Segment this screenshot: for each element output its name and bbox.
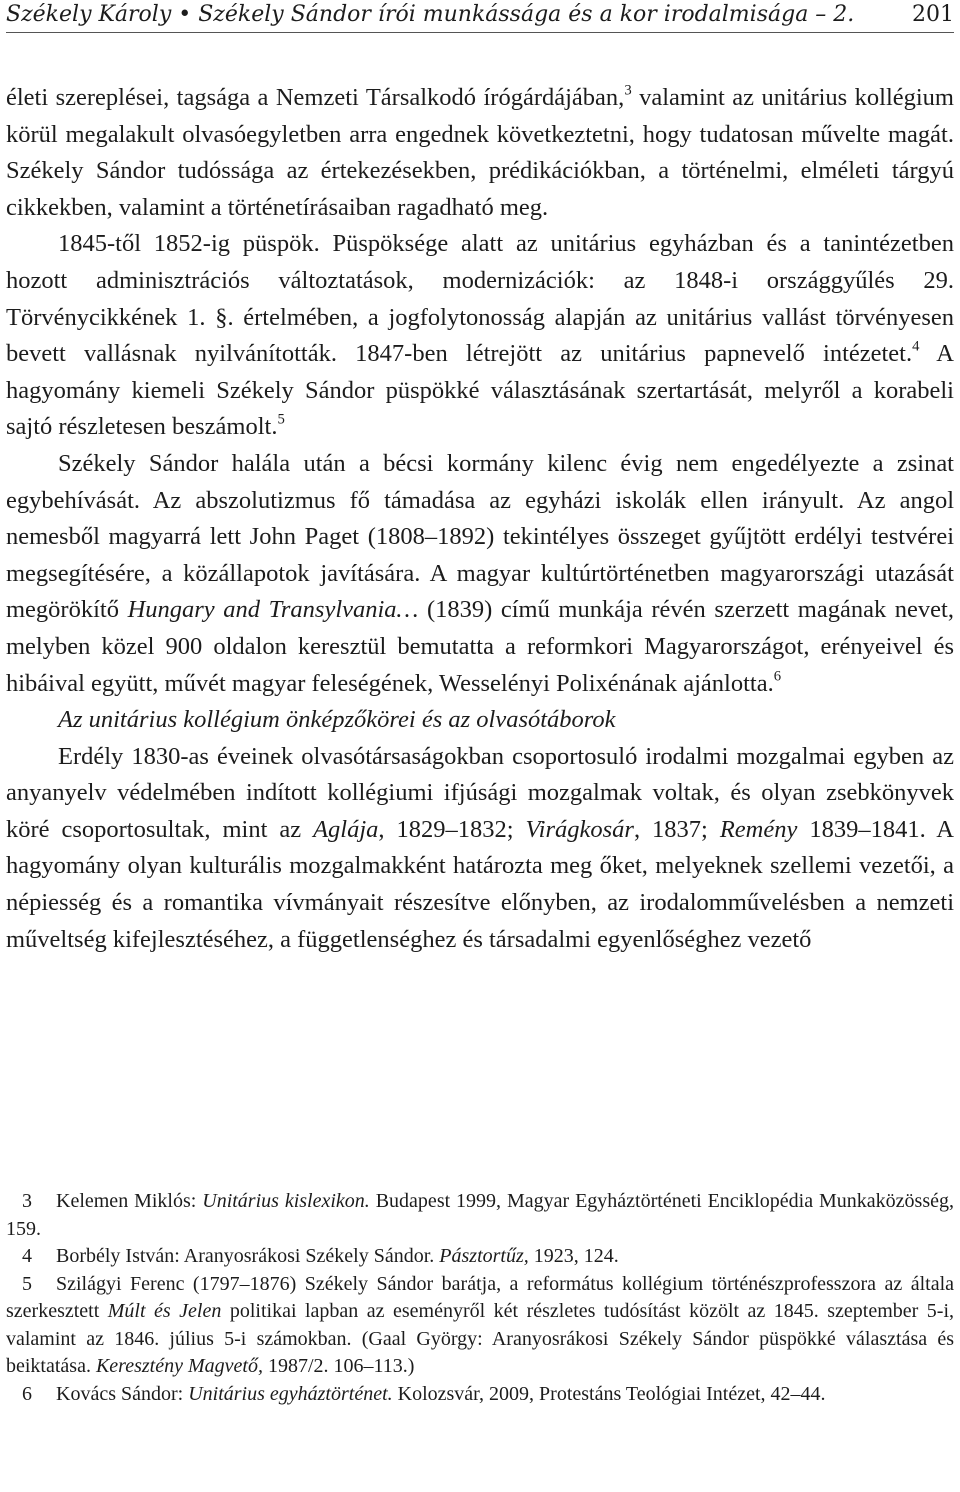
footnote-3: [6, 1188, 954, 1243]
paragraph-1-text-a: életi szereplései, tagsága a Nemzeti Társalkodó írógárdájában,: [6, 84, 625, 111]
body-text: [6, 80, 954, 958]
footnote-4-text-b: 1923, 124.: [528, 1245, 619, 1267]
footnote-4-text-a: Borbély István: Aranyosrákosi Székely Sándor.: [56, 1245, 440, 1267]
footnote-ref-3[interactable]: 3: [624, 82, 632, 99]
almanac-title-viragkosar: Virágkosár: [525, 815, 634, 843]
footnote-5-text-b: politikai lapban az eseményről két részletes tudósítást közölt az 1845. szeptember 5-i, valamint az 1846. július 5-i számokban. (Gaal György: Aranyosrákosi Székely Sándor püspökké választása és beiktatása.: [6, 1300, 955, 1377]
footnotes: [6, 1188, 954, 1408]
paragraph-2-text-a: 1845-től 1852-ig püspök. Püspöksége alatt az unitárius egyházban és a tanintézetben hozott adminisztrációs változtatások, modernizációk: az 1848-i országgyűlés 29. Törvénycikkének 1. §. értelmében, a jogfolytonosság alapján az unitárius vallást törvényesen bevett vallásnak nyilvánították. 1847-ben létrejött az unitárius papnevelő intézetet.: [6, 230, 954, 368]
paragraph-4: [6, 739, 954, 959]
paragraph-3-text-b: (1839) című munkája révén szerzett magának nevet, melyben közel 900 oldalon keresztül bemutatta a reformkori Magyarországot, erényeivel és hibáival együtt, művét magyar feleségének, Wesselényi Polixénának ajánlotta.: [6, 596, 954, 697]
footnote-number: 3: [22, 1190, 32, 1212]
paragraph-1: [6, 80, 954, 226]
footnote-ref-5[interactable]: 5: [277, 412, 285, 429]
footnote-6-title: Unitárius egyháztörténet.: [188, 1382, 393, 1405]
paragraph-3: [6, 446, 954, 702]
footnote-number: 4: [22, 1245, 32, 1267]
running-head: [6, 2, 954, 33]
footnote-3-text-a: Kelemen Miklós:: [56, 1190, 203, 1212]
footnote-6-text-b: Kolozsvár, 2009, Protestáns Teológiai Intézet, 42–44.: [392, 1382, 826, 1405]
paragraph-4-text-a: Erdély 1830-as éveinek olvasótársaságokban csoportosuló irodalmi mozgalmai egyben az anyanyelv védelmében indított kollégiumi ifjúsági mozgalmak voltak, és olyan zsebkönyvek köré csoportosultak, mint az: [6, 742, 954, 843]
running-head-title: Székely Károly • Székely Sándor írói munkássága és a kor irodalmisága – 2.: [6, 2, 855, 27]
book-title: Hungary and Transylvania…: [127, 596, 419, 624]
footnote-5: [6, 1271, 954, 1381]
paragraph-4-text-b: , 1829–1832;: [378, 815, 526, 843]
almanac-title-remeny: Remény: [719, 815, 798, 843]
footnote-ref-6[interactable]: 6: [773, 668, 782, 685]
footnote-3-title: Unitárius kislexikon.: [202, 1190, 370, 1212]
paragraph-4-text-d: 1839–1841. A hagyomány olyan kulturális mozgalmakként határozta meg őket, melyeknek szellemi vezetői, a népiesség és a romantika vívmányait részesítve előnyben, az irodalomművelésben a nemzeti műveltség kifejlesztéséhez, a függetlenséghez és társadalmi egyenlőséghez vezető: [6, 815, 954, 953]
almanac-title-aglaja: Aglája: [313, 815, 379, 843]
footnote-5-text-c: 1987/2. 106–113.): [262, 1355, 415, 1377]
paragraph-4-text-c: , 1837;: [633, 815, 720, 843]
footnote-4: [6, 1243, 954, 1271]
footnote-6: [6, 1381, 954, 1409]
section-heading: Az unitárius kollégium önképzőkörei és az olvasótáborok: [58, 706, 616, 734]
footnote-5-title-2: Keresztény Magvető,: [95, 1355, 263, 1377]
paragraph-1-text-b: valamint az unitárius kollégium körül megalakult olvasóegyletben arra engednek következtetni, hogy tudatosan művelte magát. Székely Sándor tudóssága az értekezésekben, prédikációkban, a történelmi, elméleti tárgyú cikkekben, valamint a történetírásaiban ragadható meg.: [6, 84, 954, 221]
footnote-number: 5: [22, 1272, 32, 1295]
paragraph-3-text-a: Székely Sándor halála után a bécsi kormány kilenc évig nem engedélyezte a zsinat egybehívását. Az abszolutizmus fő támadása az egyházi iskolák ellen irányult. Az angol nemesből magyarrá lett John Paget (1808–1892) tekintélyes összeget gyűjtött erdélyi testvérei megsegítésére, a közállapotok javítására. A magyar kultúrtörténetben magyarországi utazását megörökítő: [6, 449, 954, 624]
footnote-5-text-a: Szilágyi Ferenc (1797–1876) Székely Sándor barátja, a református kollégium történészprofesszora az általa szerkesztett: [6, 1272, 954, 1322]
footnote-number: 6: [22, 1382, 32, 1405]
page-number: 201: [912, 2, 954, 27]
footnote-6-text-a: Kovács Sándor:: [56, 1382, 189, 1405]
footnote-3-text-b: Budapest 1999, Magyar Egyháztörténeti Enciklopédia Munkaközösség, 159.: [6, 1190, 955, 1240]
footnote-5-title-1: Múlt és Jelen: [107, 1300, 222, 1322]
paragraph-2-text-b: A hagyomány kiemeli Székely Sándor püspökké választásának szertartását, melyről a korabeli sajtó részletesen beszámolt.: [6, 340, 955, 441]
footnote-4-title: Pásztortűz,: [439, 1245, 529, 1267]
footnote-ref-4[interactable]: 4: [912, 338, 920, 355]
paragraph-2: [6, 226, 954, 446]
